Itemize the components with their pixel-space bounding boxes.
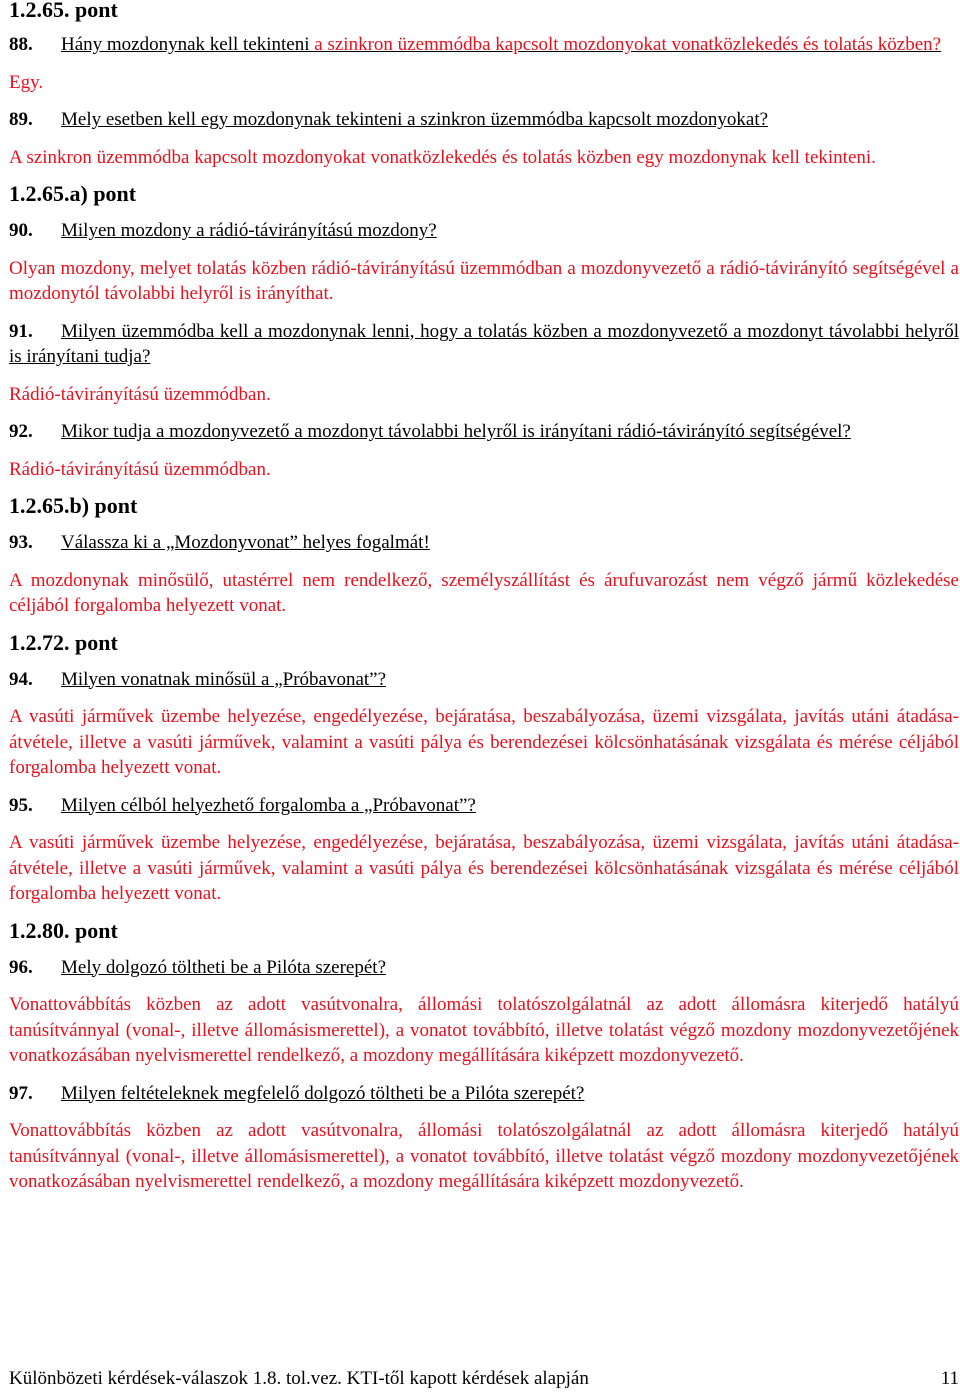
question-text: Mely dolgozó töltheti be a Pilóta szerepét? [61, 956, 387, 978]
answer-89: A szinkron üzemmódba kapcsolt mozdonyokat vonatközlekedés és tolatás közben egy mozdonynak kell tekinteni. [9, 146, 876, 168]
document-page [9, 0, 959, 1195]
question-text: Milyen mozdony a rádió-távirányítású mozdony? [61, 220, 437, 241]
question-91 [9, 319, 959, 370]
answer-90: Olyan mozdony, melyet tolatás közben rádió-távirányítású üzemmódban a mozdonyvezető a rádió-távirányító segítségével a mozdonytól távolabbi helyről is irányíthat. [9, 257, 959, 304]
section-heading: 1.2.65.a) pont [9, 181, 137, 206]
question-number: 89. [9, 109, 33, 130]
answer-94: A vasúti járművek üzembe helyezése, engedélyezése, bejáratása, beszabályozása, üzemi vizsgálata, javítás utáni átadása-átvétele, illetve a vasúti járművek, valamint a vasúti pálya és berendezései kölcsönhatásának vizsgálata és mérése céljából forgalomba helyezett vonat. [9, 706, 959, 778]
question-94 [9, 667, 959, 693]
question-text: Mely esetben kell egy mozdonynak tekinteni a szinkron üzemmódba kapcsolt mozdonyokat? [61, 109, 769, 130]
question-number: 93. [9, 532, 33, 553]
page-number: 11 [940, 1368, 959, 1389]
answer-92: Rádió-távirányítású üzemmódban. [9, 458, 271, 480]
section-heading: 1.2.65. pont [9, 0, 118, 22]
question-number: 95. [9, 794, 33, 816]
question-number: 96. [9, 956, 33, 978]
question-number: 97. [9, 1082, 33, 1104]
answer-88: Egy. [9, 71, 44, 93]
footer-text: Különbözeti kérdések-válaszok 1.8. tol.vez. KTI-től kapott kérdések alapján [9, 1368, 589, 1389]
question-89 [9, 107, 959, 133]
answer-96: Vonattovábbítás közben az adott vasútvonalra, állomási tolatószolgálatnál az adott állomásra kiterjedő hatályú tanúsítvánnyal (vonal-, illetve állomásismerettel), a vonatot továbbító, illetve tolatást végző mozdony mozdonyvezetőjének vonatkozásában nyelvismerettel rendelkező, a mozdony megállítására kiképzett mozdonyvezető. [9, 994, 959, 1066]
question-97 [9, 1081, 959, 1107]
section-heading: 1.2.72. pont [9, 629, 118, 655]
question-text: Hány mozdonynak kell tekinteni a szinkron üzemmódba kapcsolt mozdonyokat vonatközlekedés és tolatás közben? [61, 34, 942, 55]
question-text: Mikor tudja a mozdonyvezető a mozdonyt távolabbi helyről is irányítani rádió-távirányító segítségével? [61, 421, 851, 442]
question-number: 94. [9, 668, 33, 690]
answer-93: A mozdonynak minősülő, utastérrel nem rendelkező, személyszállítást és árufuvarozást nem végző jármű közlekedése céljából forgalomba helyezett vonat. [9, 569, 959, 616]
section-heading: 1.2.65.b) pont [9, 493, 138, 518]
question-text: Milyen üzemmódba kell a mozdonynak lenni, hogy a tolatás közben a mozdonyvezető a mozdonyt távolabbi helyről is irányítani tudja? [9, 320, 959, 367]
answer-91: Rádió-távirányítású üzemmódban. [9, 383, 271, 405]
question-92 [9, 419, 959, 445]
answer-95: A vasúti járművek üzembe helyezése, engedélyezése, bejáratása, beszabályozása, üzemi vizsgálata, javítás utáni átadása-átvétele, illetve a vasúti járművek, valamint a vasúti pálya és berendezései kölcsönhatásának vizsgálata és mérése céljából forgalomba helyezett vonat. [9, 832, 959, 904]
page-footer [9, 1367, 959, 1391]
question-96 [9, 955, 959, 981]
section-heading: 1.2.80. pont [9, 917, 118, 943]
question-text: Milyen feltételeknek megfelelő dolgozó töltheti be a Pilóta szerepét? [61, 1082, 585, 1104]
question-number: 88. [9, 34, 33, 55]
question-text: Válassza ki a „Mozdonyvonat” helyes fogalmát! [61, 532, 430, 553]
question-number: 92. [9, 421, 33, 442]
question-text: Milyen vonatnak minősül a „Próbavonat”? [61, 668, 387, 690]
question-90 [9, 218, 959, 244]
answer-97: Vonattovábbítás közben az adott vasútvonalra, állomási tolatószolgálatnál az adott állomásra kiterjedő hatályú tanúsítvánnyal (vonal-, illetve állomásismerettel), a vonatot továbbító, illetve tolatást végző mozdony mozdonyvezetőjének vonatkozásában nyelvismerettel rendelkező, a mozdony megállítására kiképzett mozdonyvezető. [9, 1120, 959, 1192]
question-93 [9, 530, 959, 556]
question-95 [9, 793, 959, 819]
question-88 [9, 32, 959, 58]
question-number: 90. [9, 220, 33, 241]
question-text: Milyen célból helyezhető forgalomba a „Próbavonat”? [61, 794, 476, 816]
question-number: 91. [9, 320, 33, 342]
